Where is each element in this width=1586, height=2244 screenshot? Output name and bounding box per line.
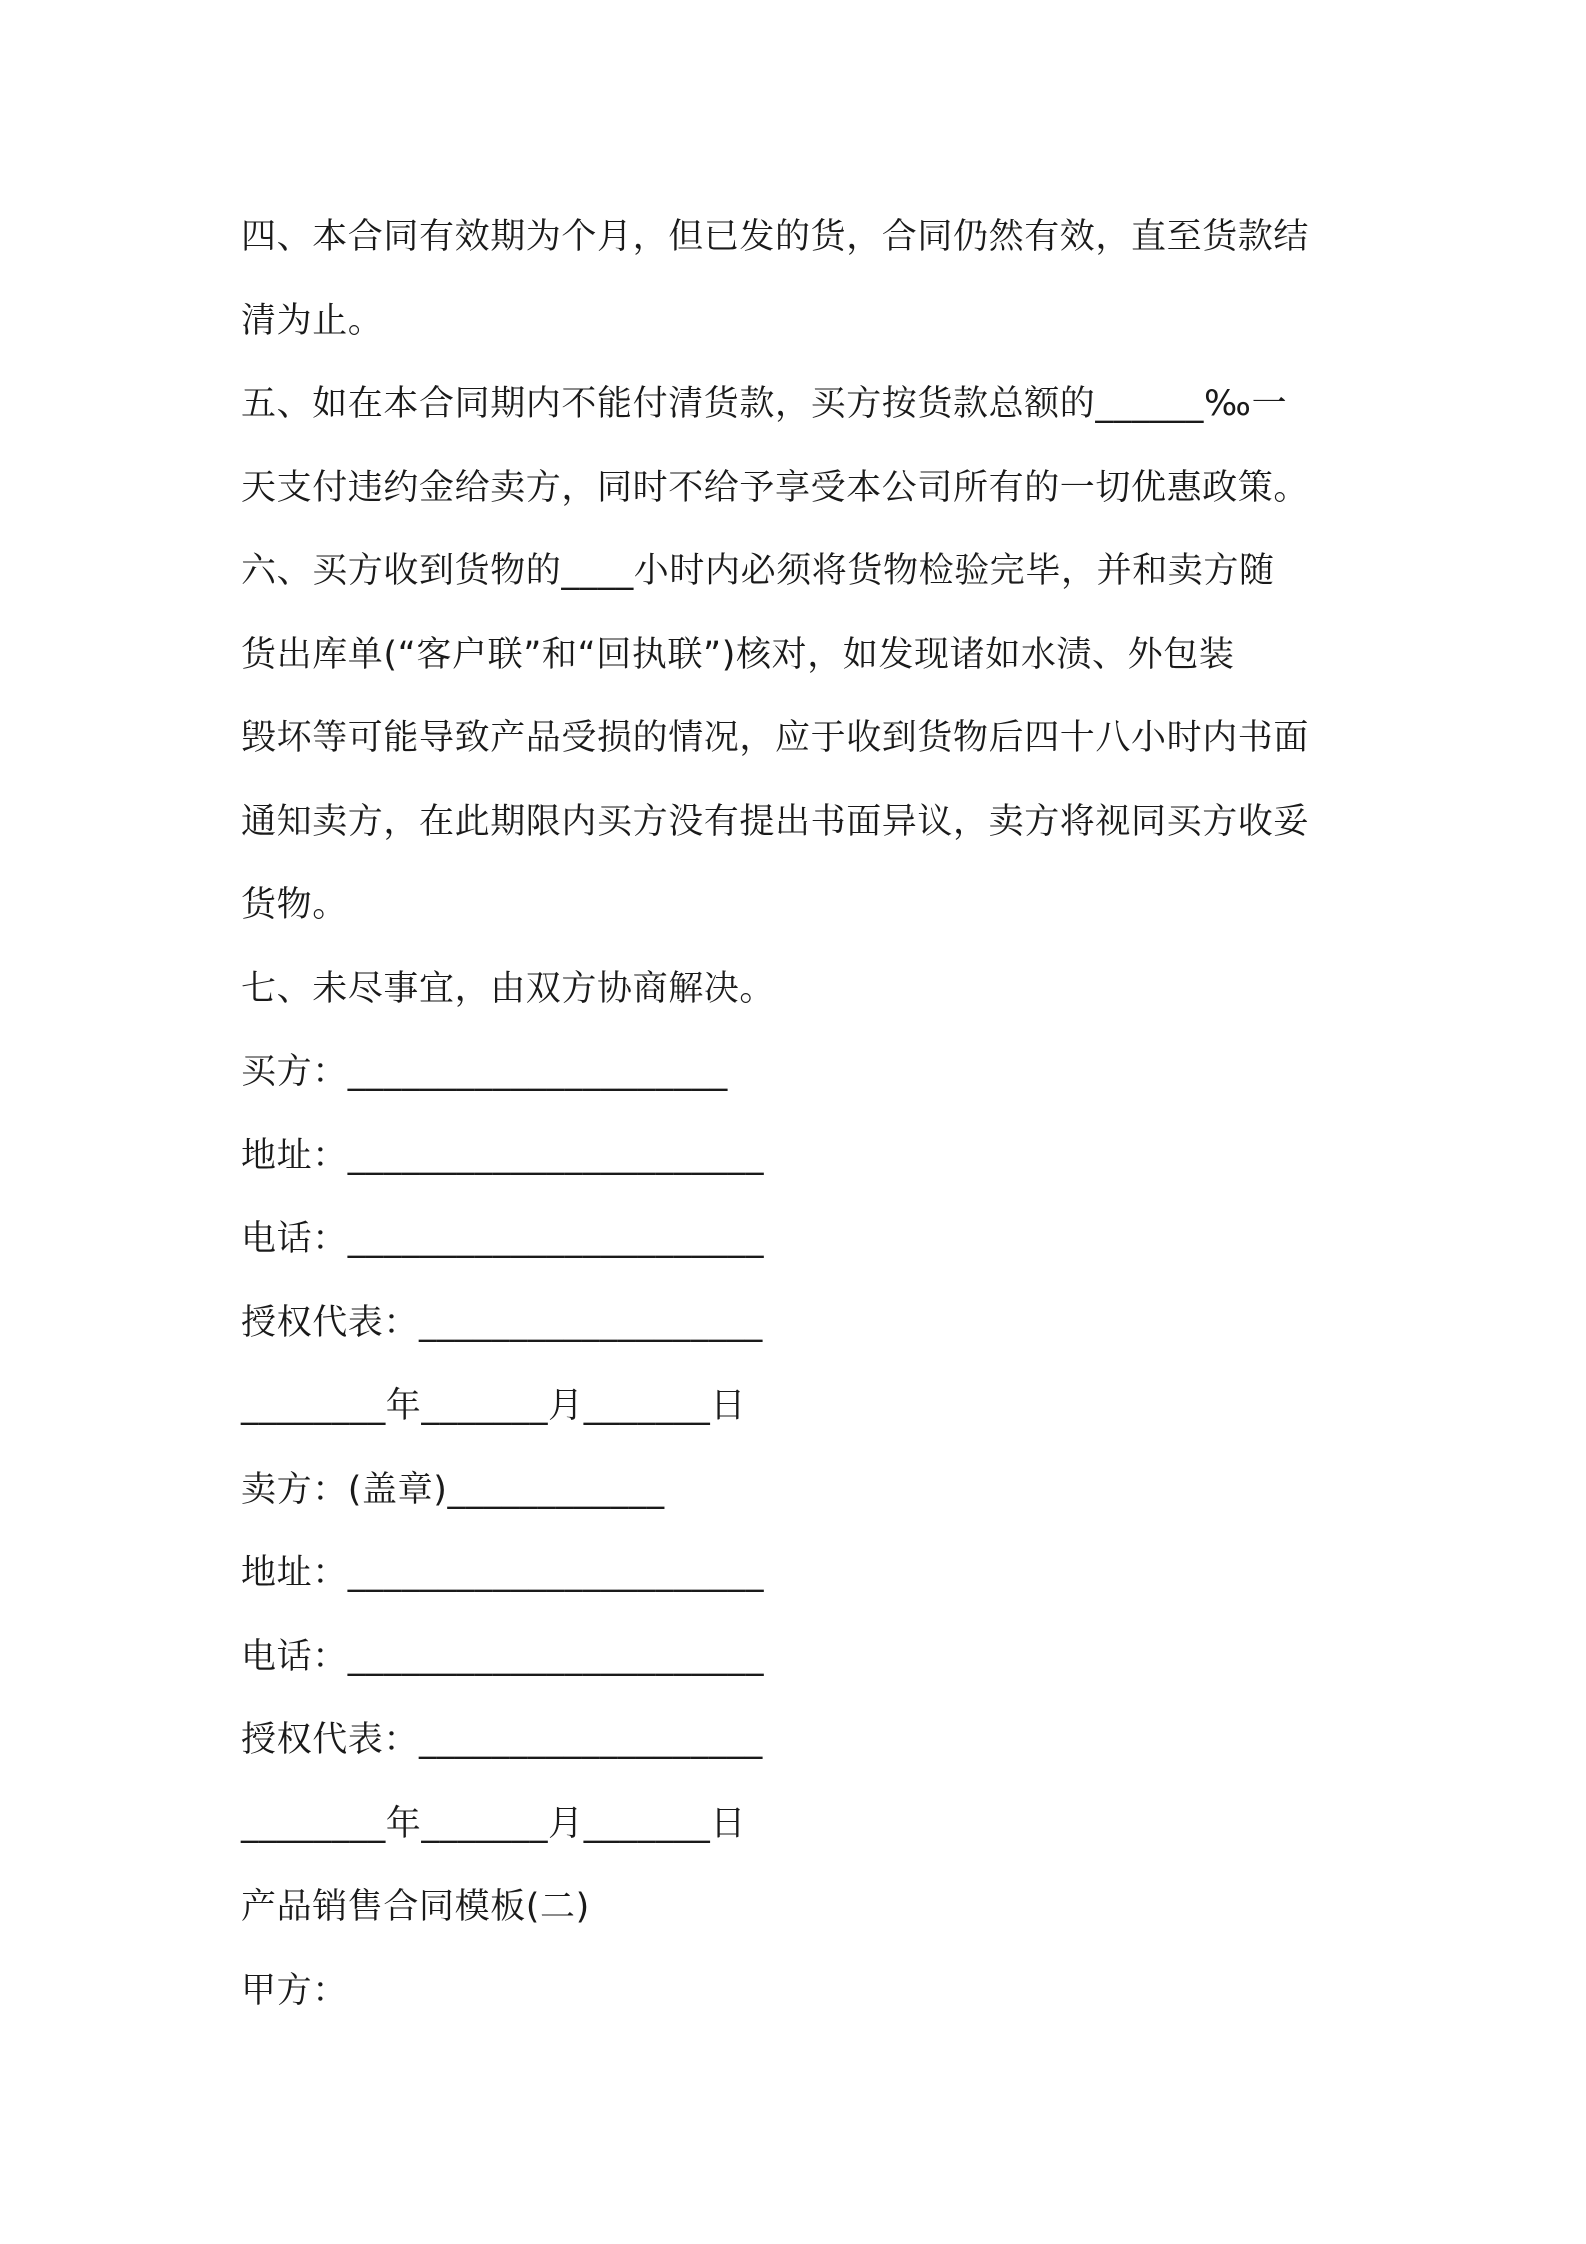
clause-6-line-2: 货出库单(“客户联”和“回执联”)核对，如发现诸如水渍、外包装 xyxy=(241,634,1235,675)
clause-5-line-1: 五、如在本合同期内不能付清货款，买方按货款总额的______‰一 xyxy=(241,384,1288,424)
buyer-address-field: 地址：_______________________ xyxy=(241,1135,765,1176)
buyer-field: 买方：_____________________ xyxy=(241,1052,728,1092)
seller-field: 卖方：(盖章)____________ xyxy=(241,1469,665,1510)
clause-6-line-4: 通知卖方，在此期限内买方没有提出书面异议，卖方将视同买方收妥 xyxy=(241,801,1310,842)
buyer-representative-field: 授权代表：___________________ xyxy=(241,1302,763,1343)
seller-address-field: 地址：_______________________ xyxy=(241,1553,765,1593)
clause-4-line-1: 四、本合同有效期为个月，但已发的货，合同仍然有效，直至货款结 xyxy=(241,217,1310,257)
clause-6-line-1: 六、买方收到货物的____小时内必须将货物检验完毕，并和卖方随 xyxy=(241,551,1275,591)
clause-6-line-5: 货物。 xyxy=(241,885,348,925)
clause-5-line-2: 天支付违约金给卖方，同时不给予享受本公司所有的一切优惠政策。 xyxy=(241,467,1310,508)
buyer-date-field: ________年_______月_______日 xyxy=(241,1386,747,1426)
template-2-title: 产品销售合同模板(二) xyxy=(241,1887,590,1927)
buyer-phone-field: 电话：_______________________ xyxy=(241,1219,765,1259)
seller-phone-field: 电话：_______________________ xyxy=(241,1636,765,1677)
clause-4-line-2: 清为止。 xyxy=(241,300,384,341)
party-a-field: 甲方： xyxy=(241,1970,348,2011)
clause-6-line-3: 毁坏等可能导致产品受损的情况，应于收到货物后四十八小时内书面 xyxy=(241,718,1310,758)
seller-representative-field: 授权代表：___________________ xyxy=(241,1720,763,1760)
seller-date-field: ________年_______月_______日 xyxy=(241,1803,747,1844)
document-body xyxy=(241,196,1361,2033)
clause-7: 七、未尽事宜，由双方协商解决。 xyxy=(241,968,776,1009)
